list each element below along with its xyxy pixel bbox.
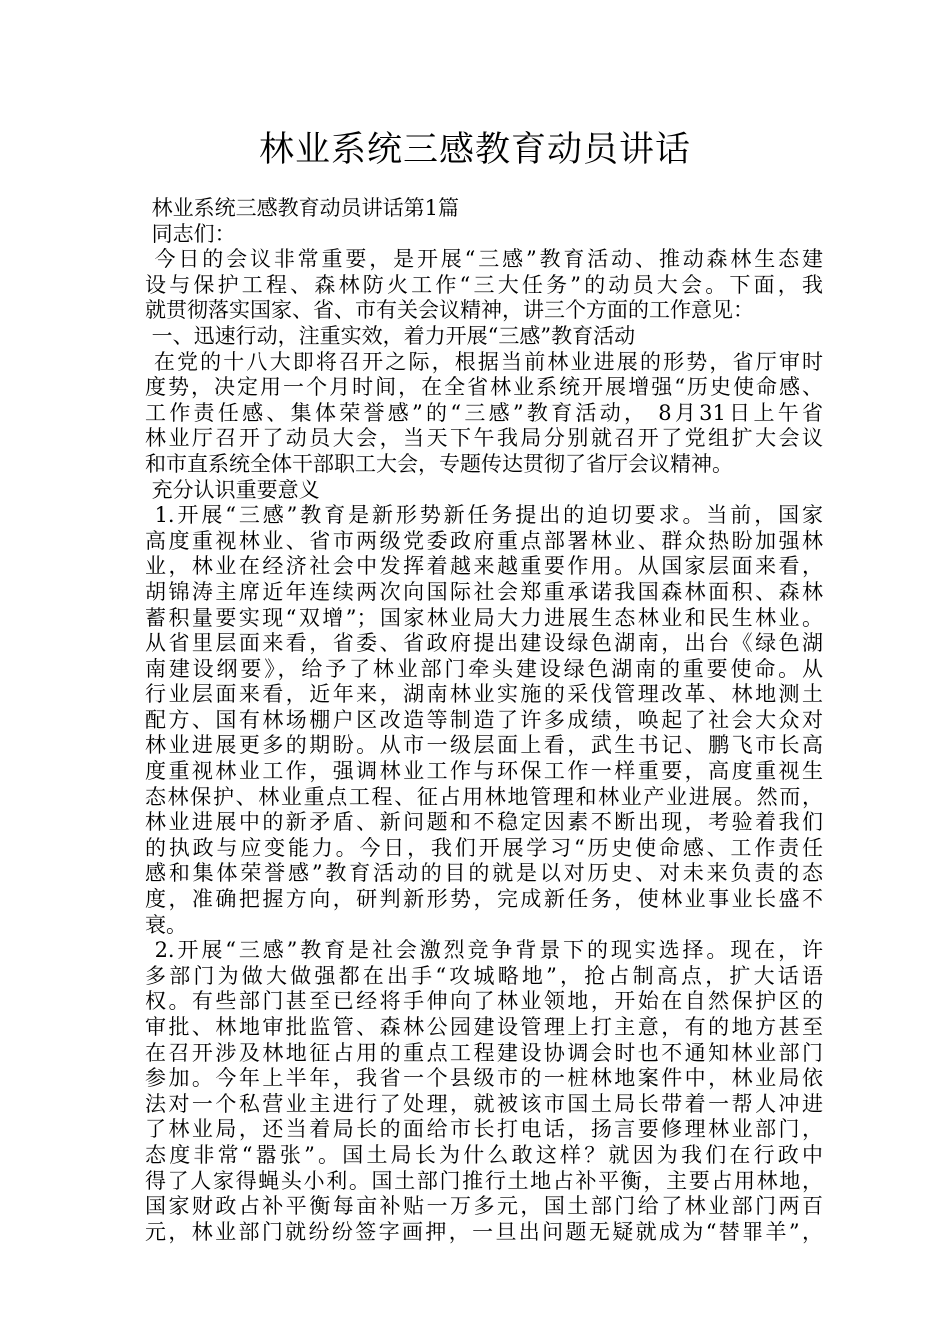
body-line: 元，林业部门就纷纷签字画押，一旦出问题无疑就成为“替罪羊”， [145,1219,823,1244]
body-line: 配方、国有林场棚户区改造等制造了许多成绩，唤起了社会大众对 [145,707,823,732]
body-line: 2.开展“三感”教育是社会激烈竞争背景下的现实选择。现在，许 [145,938,823,963]
body-line: 衰。 [145,912,187,937]
body-line: 同志们： [145,221,236,246]
body-line: 度，准确把握方向，研判新形势，完成新任务，使林业事业长盛不 [145,887,823,912]
body-line: 南建设纲要》，给予了林业部门牵头建设绿色湖南的重要使命。从 [145,656,823,681]
body-line: 蓄积量要实现“双增”；国家林业局大力进展生态林业和民生林业。 [145,605,823,630]
body-line: 参加。今年上半年，我省一个县级市的一桩林地案件中，林业局依 [145,1066,823,1091]
body-line: 胡锦涛主席近年连续两次向国际社会郑重承诺我国森林面积、森林 [145,579,823,604]
body-line: 态度非常“嚣张”。国土局长为什么敢这样？就因为我们在行政中 [145,1142,823,1167]
body-line: 林业进展中的新矛盾、新问题和不稳定因素不断出现，考验着我们 [145,810,823,835]
body-line: 行业层面来看，近年来，湖南林业实施的采伐管理改革、林地测土 [145,682,823,707]
body-line: 从省里层面来看，省委、省政府提出建设绿色湖南，出台《绿色湖 [145,631,823,656]
body-line: 工作责任感、集体荣誉感”的“三感”教育活动， 8月31日上午省 [145,400,823,425]
body-line: 和市直系统全体干部职工大会，专题传达贯彻了省厅会议精神。 [145,451,733,476]
body-line: 高度重视林业、省市两级党委政府重点部署林业、群众热盼加强林 [145,528,823,553]
body-line: 在召开涉及林地征占用的重点工程建设协调会时也不通知林业部门 [145,1040,823,1065]
body-line: 的执政与应变能力。今日，我们开展学习“历史使命感、工作责任 [145,835,823,860]
body-line: 业，林业在经济社会中发挥着越来越重要作用。从国家层面来看， [145,554,823,579]
body-line: 林业厅召开了动员大会，当天下午我局分别就召开了党组扩大会议 [145,426,823,451]
body-line: 多部门为做大做强都在出手“攻城略地”，抢占制高点，扩大话语 [145,963,823,988]
document-body [145,196,823,1245]
body-line: 度势，决定用一个月时间，在全省林业系统开展增强“历史使命感、 [145,375,823,400]
body-line: 了林业局，还当着局长的面给市长打电话，扬言要修理林业部门， [145,1117,823,1142]
body-line: 权。有些部门甚至已经将手伸向了林业领地，开始在自然保护区的 [145,989,823,1014]
body-line: 度重视林业工作，强调林业工作与环保工作一样重要，高度重视生 [145,759,823,784]
body-line: 今日的会议非常重要，是开展“三感”教育活动、推动森林生态建 [145,247,823,272]
body-line: 就贯彻落实国家、省、市有关会议精神，讲三个方面的工作意见： [145,298,754,323]
body-line: 林业系统三感教育动员讲话第1篇 [145,196,460,220]
body-line: 1.开展“三感”教育是新形势新任务提出的迫切要求。当前，国家 [145,503,823,528]
body-line: 设与保护工程、森林防火工作“三大任务”的动员大会。下面，我 [145,272,823,297]
body-line: 审批、林地审批监管、森林公园建设管理上打主意，有的地方甚至 [145,1015,823,1039]
body-line: 得了人家得蝇头小利。国土部门推行土地占补平衡，主要占用林地， [145,1168,823,1193]
document-title: 林业系统三感教育动员讲话 [258,130,691,170]
body-line: 法对一个私营业主进行了处理，就被该市国土局长带着一帮人冲进 [145,1091,823,1116]
body-line: 态林保护、林业重点工程、征占用林地管理和林业产业进展。然而， [145,784,823,809]
body-line: 林业进展更多的期盼。从市一级层面上看，武生书记、鹏飞市长高 [145,733,823,758]
body-line: 在党的十八大即将召开之际，根据当前林业进展的形势，省厅审时 [145,349,823,374]
body-line: 充分认识重要意义 [145,477,320,502]
body-line: 感和集体荣誉感”教育活动的目的就是以对历史、对未来负责的态 [145,861,823,886]
body-line: 一、迅速行动，注重实效，着力开展“三感”教育活动 [145,323,636,348]
body-line: 国家财政占补平衡每亩补贴一万多元，国土部门给了林业部门两百 [145,1194,823,1219]
